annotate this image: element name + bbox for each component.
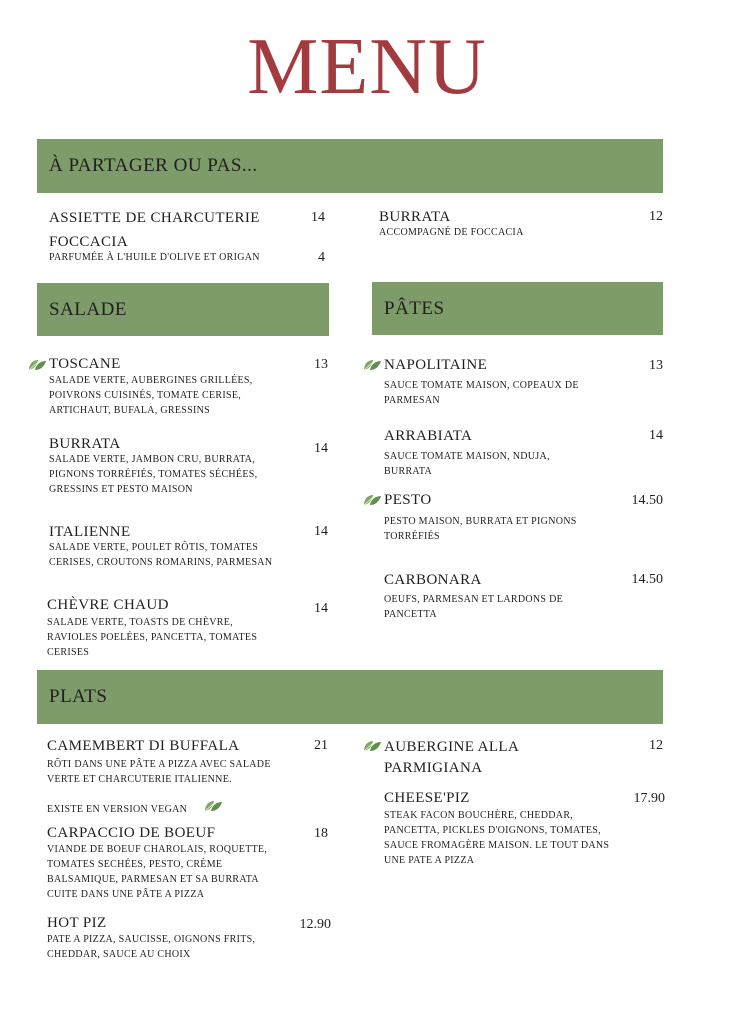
item-price: 12.90 <box>299 917 331 932</box>
section-title: PÂTES <box>384 297 445 319</box>
item-price: 21 <box>314 738 328 753</box>
item-price: 12 <box>649 209 663 224</box>
item-description: RÔTI DANS UNE PÂTE A PIZZA AVEC SALADE VERTE ET CHARCUTERIE ITALIENNE. <box>47 759 271 785</box>
item-price: 13 <box>649 358 663 373</box>
item-name: TOSCANE <box>49 356 121 372</box>
item-name: AUBERGINE ALLA <box>384 739 520 755</box>
section-header-partager <box>37 139 663 193</box>
item-description: SALADE VERTE, POULET RÔTIS, TOMATES CERISES, CROUTONS ROMARINS, PARMESAN <box>49 542 273 568</box>
item-name: NAPOLITAINE <box>384 357 488 373</box>
item-name: CHEESE'PIZ <box>384 790 470 806</box>
section-header-salade <box>37 283 329 336</box>
item-price: 14 <box>314 441 328 456</box>
item-description: STEAK FACON BOUCHÈRE, CHEDDAR, PANCETTA, PICKLES D'OIGNONS, TOMATES, SAUCE FROMAGÈRE MAISON. LE TOUT DANS UNE PATE A PIZZA <box>384 810 610 866</box>
item-price: 14.50 <box>631 572 663 587</box>
item-price: 17.90 <box>633 791 665 806</box>
item-name: ITALIENNE <box>49 524 131 540</box>
section-title: PLATS <box>49 686 108 707</box>
item-name: BURRATA <box>379 209 451 225</box>
item-name: ARRABIATA <box>384 428 473 444</box>
item-description: PATE A PIZZA, SAUCISSE, OIGNONS FRITS, CHEDDAR, SAUCE AU CHOIX <box>47 934 256 960</box>
item-description: PESTO MAISON, BURRATA ET PIGNONS TORRÉFIÉS <box>384 516 577 542</box>
item-price: 18 <box>314 826 328 841</box>
item-description: SALADE VERTE, TOASTS DE CHÈVRE, RAVIOLES POELÉES, PANCETTA, TOMATES CERISES <box>47 617 258 658</box>
menu-title: MENU <box>247 23 487 111</box>
leaf-icon <box>362 739 382 753</box>
section-title: À PARTAGER OU PAS... <box>49 155 258 176</box>
item-name: CARPACCIO DE BOEUF <box>47 825 216 841</box>
item-description: ACCOMPAGNÉ DE FOCCACIA <box>379 227 524 238</box>
leaf-icon <box>362 493 382 507</box>
leaf-icon <box>203 799 223 813</box>
item-name-line2: PARMIGIANA <box>384 760 483 776</box>
item-description: SALADE VERTE, JAMBON CRU, BURRATA, PIGNONS TORRÉFIÉS, TOMATES SÉCHÉES, GRESSINS ET PESTO MAISON <box>49 454 258 495</box>
item-name: ASSIETTE DE CHARCUTERIE <box>49 210 260 226</box>
section-header-plats <box>37 670 663 724</box>
item-description: OEUFS, PARMESAN ET LARDONS DE PANCETTA <box>384 594 564 620</box>
item-note: EXISTE EN VERSION VEGAN <box>47 804 188 815</box>
item-name: FOCCACIA <box>49 234 129 250</box>
item-name: PESTO <box>384 492 432 508</box>
item-price: 14 <box>314 601 328 616</box>
item-description: SAUCE TOMATE MAISON, NDUJA, BURRATA <box>384 451 550 477</box>
item-description: SALADE VERTE, AUBERGINES GRILLÉES, POIVRONS CUISINÉS, TOMATE CERISE, ARTICHAUT, BUFALA, GRESSINS <box>49 375 253 416</box>
section-title: SALADE <box>49 298 127 320</box>
item-name: CHÈVRE CHAUD <box>47 597 169 613</box>
item-name: CAMEMBERT DI BUFFALA <box>47 738 240 754</box>
item-price: 14.50 <box>631 493 663 508</box>
item-price: 14 <box>649 428 663 443</box>
leaf-icon <box>362 358 382 372</box>
item-name: CARBONARA <box>384 572 482 588</box>
item-name: BURRATA <box>49 436 121 452</box>
item-price: 4 <box>318 250 325 265</box>
item-description: PARFUMÉE À L'HUILE D'OLIVE ET ORIGAN <box>49 252 260 263</box>
item-name: HOT PIZ <box>47 915 107 931</box>
item-price: 12 <box>649 738 663 753</box>
item-description: SAUCE TOMATE MAISON, COPEAUX DE PARMESAN <box>384 380 579 406</box>
item-price: 14 <box>311 210 325 225</box>
item-price: 14 <box>314 524 328 539</box>
item-description: VIANDE DE BOEUF CHAROLAIS, ROQUETTE, TOMATES SECHÉES, PESTO, CRÈME BALSAMIQUE, PARMESAN ET SA BURRATA CUITE DANS UNE PÂTE A PIZZA <box>47 844 268 900</box>
leaf-icon <box>27 358 47 372</box>
section-header-pates <box>372 282 663 335</box>
item-price: 13 <box>314 357 328 372</box>
